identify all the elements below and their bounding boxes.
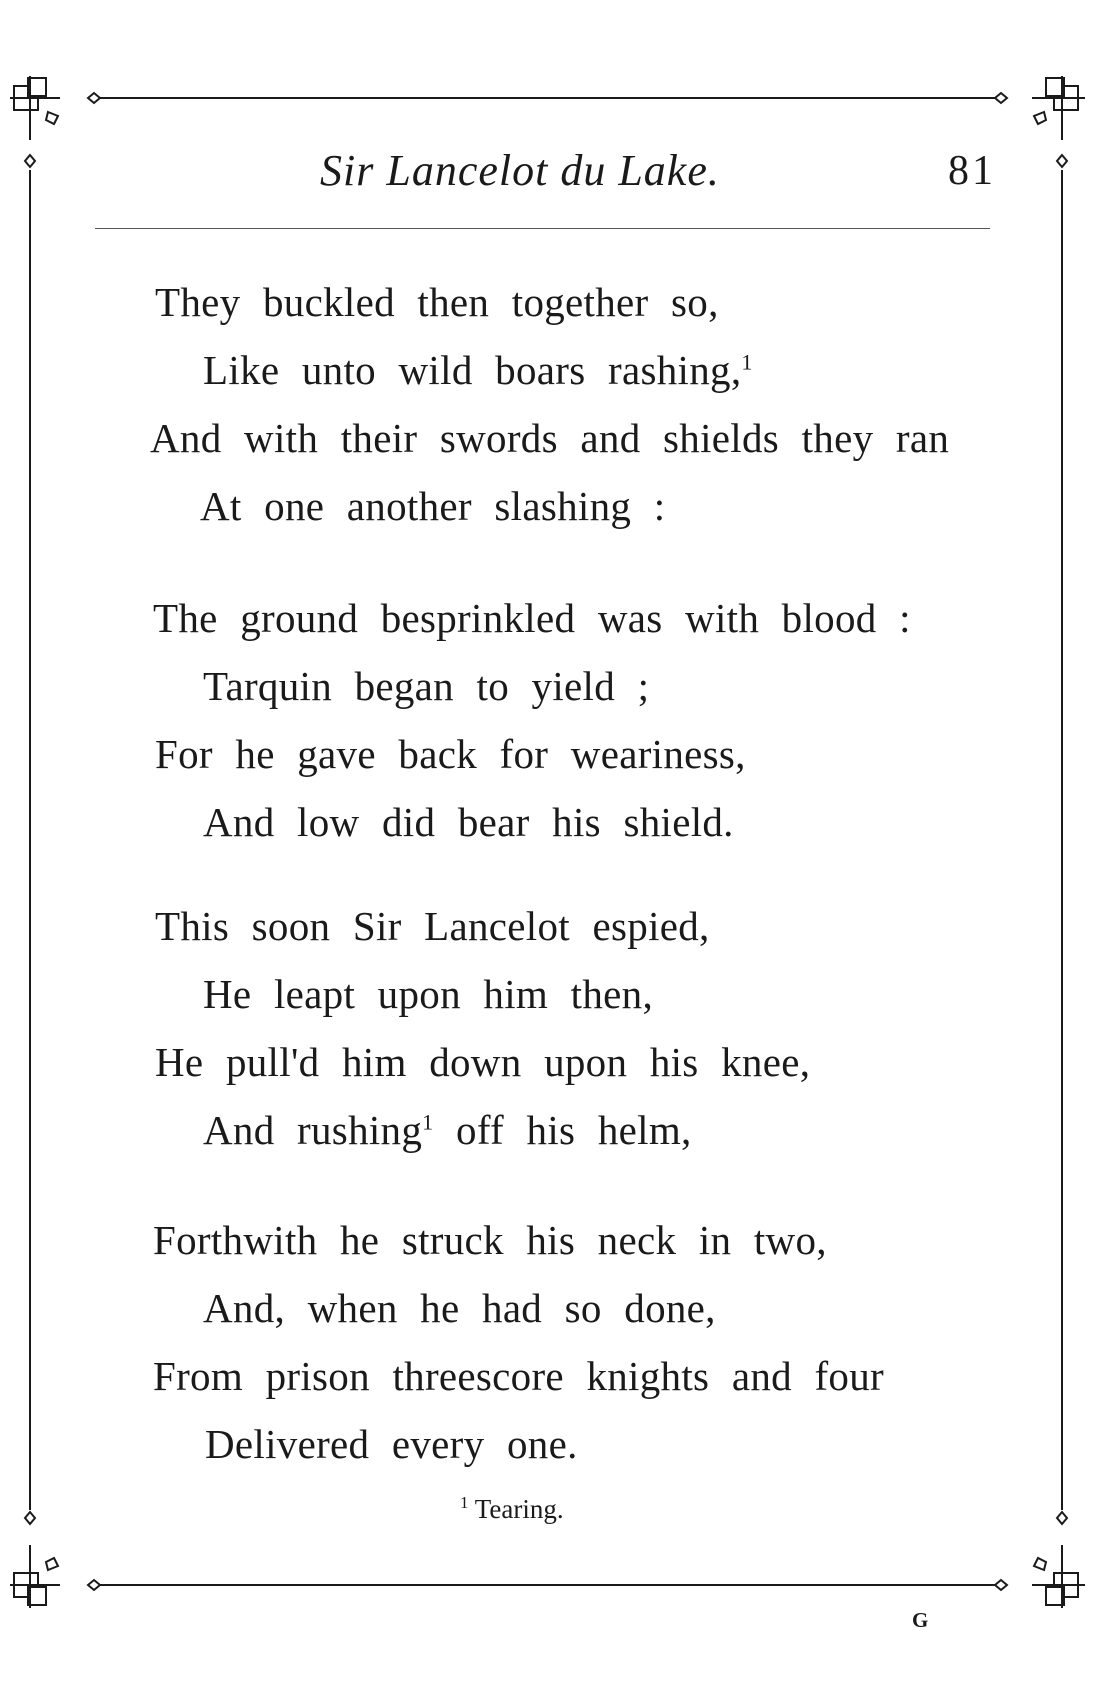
poem-line: And with their swords and shields they ran xyxy=(150,415,950,461)
poem-line: Forthwith he struck his neck in two, xyxy=(153,1217,827,1263)
poem-line: They buckled then together so, xyxy=(155,279,719,325)
signature-mark: G xyxy=(912,1608,929,1632)
footnote-ref: 1 xyxy=(422,1109,434,1135)
corner-ornament-bottom-left xyxy=(10,1545,60,1608)
poem-line: For he gave back for weariness, xyxy=(155,731,746,777)
poem-line: And, when he had so done, xyxy=(203,1285,716,1331)
footnote xyxy=(460,1494,564,1525)
poem-line: The ground besprinkled was with blood : xyxy=(153,595,911,641)
poem-line: Like unto wild boars rashing,$^1$ xyxy=(203,347,753,393)
corner-ornament-top-left xyxy=(10,76,60,140)
poem-line: At one another slashing : xyxy=(200,483,666,529)
footnote-text: Tearing. xyxy=(468,1494,564,1524)
poem-line: He leapt upon him then, xyxy=(203,971,654,1017)
poem-line: He pull'd him down upon his knee, xyxy=(155,1039,811,1085)
poem-line: This soon Sir Lancelot espied, xyxy=(155,903,710,949)
corner-ornament-bottom-right xyxy=(1032,1545,1085,1608)
header-rule xyxy=(95,228,990,229)
footnote-mark: 1 xyxy=(460,1493,469,1512)
footnote-ref: 1 xyxy=(741,349,753,375)
poem-line: And rushing$^1$ off his helm, xyxy=(203,1107,692,1153)
page-header xyxy=(0,145,1102,205)
poem-line: And low did bear his shield. xyxy=(203,799,734,845)
poem-line: From prison threescore knights and four xyxy=(153,1353,884,1399)
poem-line: Tarquin began to yield ; xyxy=(203,663,650,709)
running-title: Sir Lancelot du Lake. xyxy=(320,146,720,195)
poem-line: Delivered every one. xyxy=(205,1421,578,1467)
page-number: 81 xyxy=(948,148,996,194)
corner-ornament-top-right xyxy=(1032,76,1085,140)
